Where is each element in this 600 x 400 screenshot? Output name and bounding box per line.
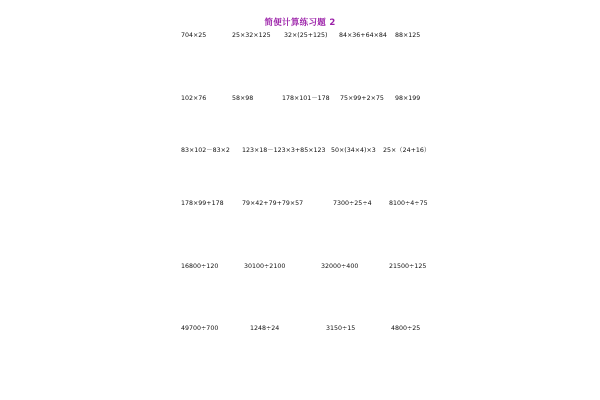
problem-5-2: 30100÷2100 — [244, 263, 286, 270]
problem-4-1: 178×99+178 — [181, 200, 224, 207]
problem-6-2: 1248÷24 — [250, 325, 280, 332]
problem-6-3: 3150÷15 — [326, 325, 356, 332]
problem-3-4: 25×（24+16） — [383, 147, 431, 154]
problem-2-5: 98×199 — [395, 95, 421, 102]
problem-5-4: 21500÷125 — [389, 263, 427, 270]
problem-3-2: 123×18－123×3+85×123 — [242, 147, 326, 154]
problem-1-3: 32×(25+125) — [284, 32, 328, 39]
problem-3-1: 83×102－83×2 — [181, 147, 230, 154]
problem-3-3: 50×(34×4)×3 — [331, 147, 376, 154]
problem-6-1: 49700÷700 — [181, 325, 219, 332]
problem-1-1: 704×25 — [181, 32, 207, 39]
worksheet-title: 简便计算练习题 2 — [264, 18, 336, 28]
problem-2-3: 178×101－178 — [282, 95, 330, 102]
problem-6-4: 4800÷25 — [391, 325, 421, 332]
problem-4-4: 8100÷4÷75 — [389, 200, 428, 207]
problem-5-3: 32000÷400 — [321, 263, 359, 270]
problem-5-1: 16800÷120 — [181, 263, 219, 270]
problem-2-2: 58×98 — [232, 95, 254, 102]
problem-2-1: 102×76 — [181, 95, 207, 102]
problem-4-2: 79×42+79+79×57 — [242, 200, 304, 207]
problem-1-2: 25×32×125 — [232, 32, 271, 39]
problem-1-4: 84×36+64×84 — [339, 32, 387, 39]
problem-1-5: 88×125 — [395, 32, 421, 39]
problem-4-3: 7300÷25÷4 — [333, 200, 372, 207]
problem-2-4: 75×99+2×75 — [340, 95, 384, 102]
